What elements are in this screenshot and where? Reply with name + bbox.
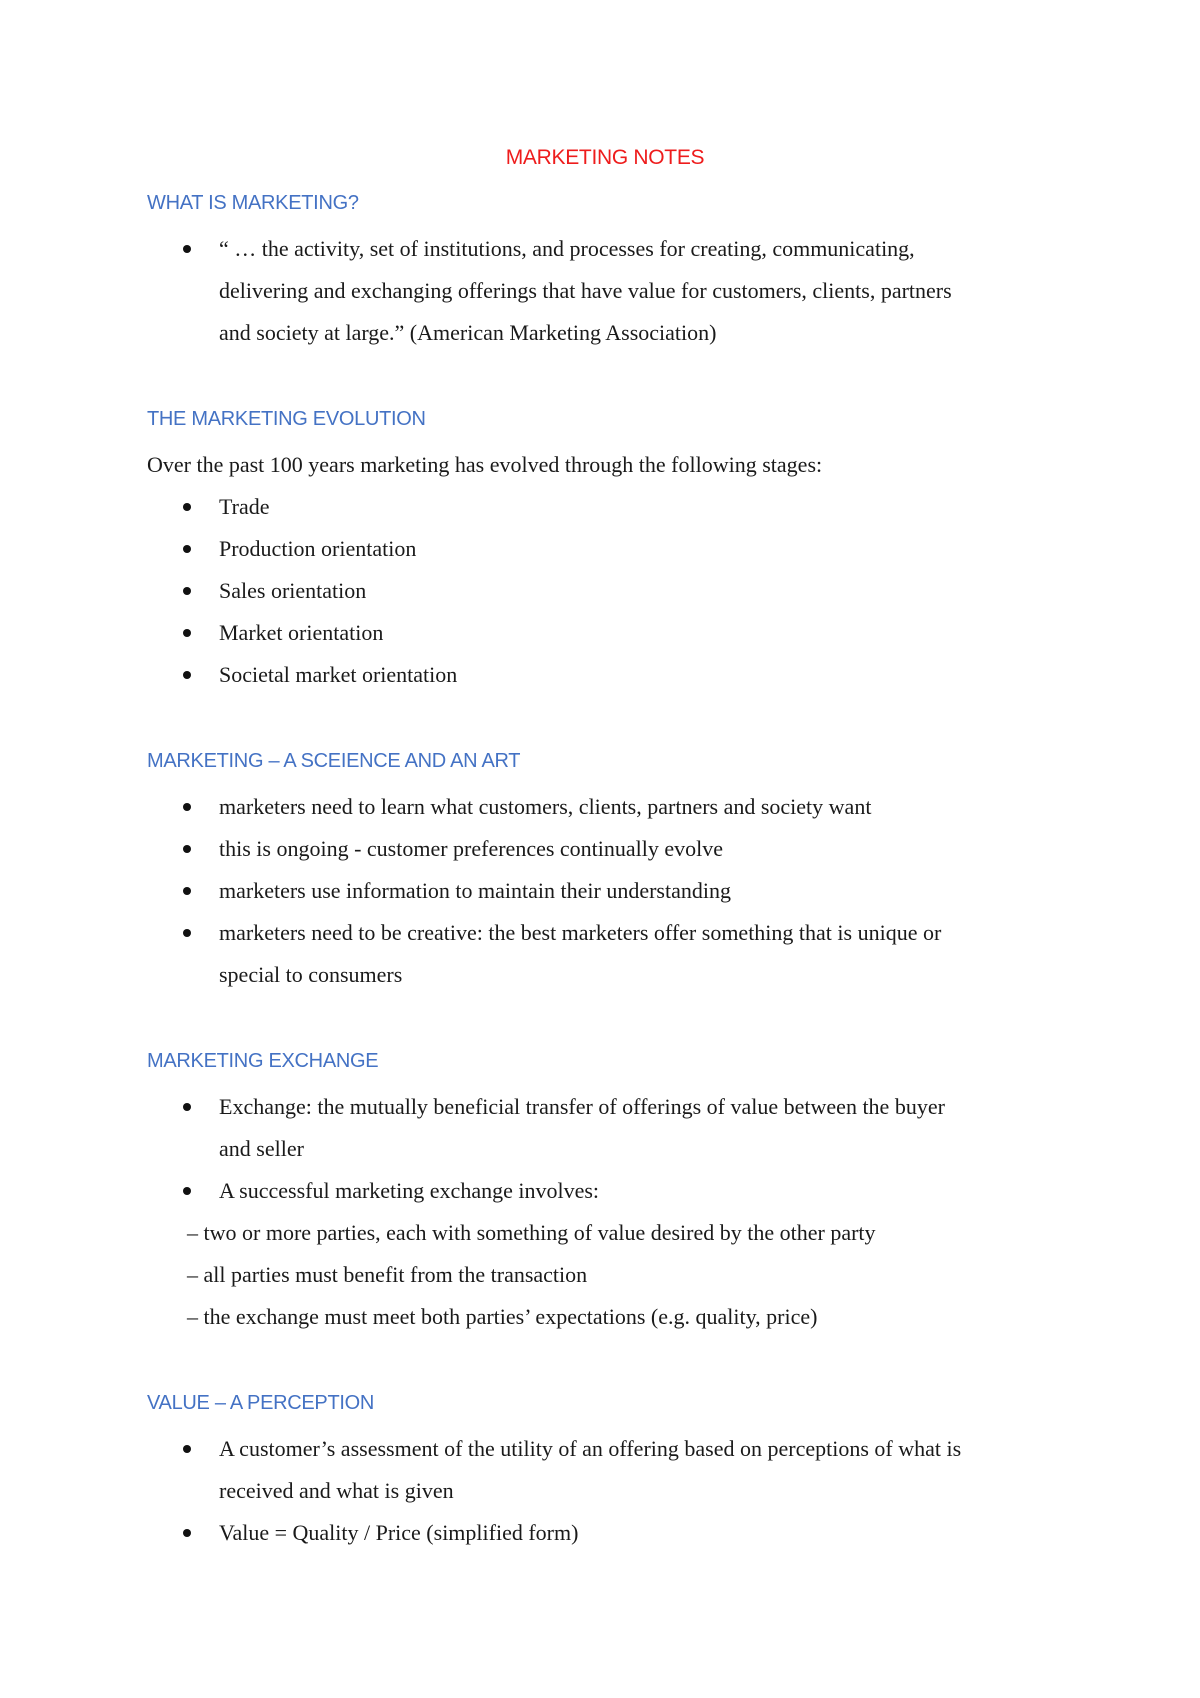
list-item-continuation: delivering and exchanging offerings that have value for customers, clients, partners	[219, 278, 952, 303]
bullet-icon	[183, 503, 191, 511]
list-item-text: A successful marketing exchange involves:	[219, 1178, 600, 1203]
bullet-icon	[183, 803, 191, 811]
heading-what-is-marketing: WHAT IS MARKETING?	[147, 192, 359, 214]
heading-marketing-exchange: MARKETING EXCHANGE	[147, 1050, 379, 1072]
list-item-text: Trade	[219, 494, 270, 519]
evolution-intro: Over the past 100 years marketing has evolved through the following stages:	[147, 452, 823, 477]
list-item-text: Exchange: the mutually beneficial transfer of offerings of value between the buyer	[219, 1094, 945, 1119]
bullet-icon	[183, 845, 191, 853]
bullet-icon	[183, 587, 191, 595]
bullet-icon	[183, 1187, 191, 1195]
dash-item: – all parties must benefit from the transaction	[187, 1262, 588, 1287]
list-item-continuation: received and what is given	[219, 1478, 454, 1503]
list-item-text: A customer’s assessment of the utility of an offering based on perceptions of what is	[219, 1436, 962, 1461]
document-title: MARKETING NOTES	[505, 146, 705, 169]
list-item-text: marketers use information to maintain their understanding	[219, 878, 731, 903]
bullet-icon	[183, 1445, 191, 1453]
bullet-icon	[183, 245, 191, 253]
heading-science-and-art: MARKETING – A SCEIENCE AND AN ART	[147, 750, 521, 772]
list-item-text: marketers need to be creative: the best marketers offer something that is unique or	[219, 920, 942, 945]
list-item-text: Societal market orientation	[219, 662, 458, 687]
bullet-icon	[183, 545, 191, 553]
list-item-text: Sales orientation	[219, 578, 367, 603]
bullet-icon	[183, 887, 191, 895]
list-item-text: Value = Quality / Price (simplified form)	[219, 1520, 579, 1545]
list-item-continuation: and society at large.” (American Marketing Association)	[219, 320, 717, 345]
bullet-icon	[183, 671, 191, 679]
heading-value-perception: VALUE – A PERCEPTION	[147, 1392, 375, 1414]
bullet-icon	[183, 1529, 191, 1537]
list-item-continuation: special to consumers	[219, 962, 403, 987]
bullet-icon	[183, 929, 191, 937]
list-item-text: “ … the activity, set of institutions, and processes for creating, communicating,	[219, 236, 915, 261]
list-item-text: marketers need to learn what customers, clients, partners and society want	[219, 794, 872, 819]
list-item-text: this is ongoing - customer preferences continually evolve	[219, 836, 724, 861]
bullet-icon	[183, 1103, 191, 1111]
list-item-continuation: and seller	[219, 1136, 304, 1161]
heading-marketing-evolution: THE MARKETING EVOLUTION	[147, 408, 426, 430]
dash-item: – two or more parties, each with something of value desired by the other party	[187, 1220, 876, 1245]
bullet-icon	[183, 629, 191, 637]
dash-item: – the exchange must meet both parties’ expectations (e.g. quality, price)	[187, 1304, 818, 1329]
list-item-text: Production orientation	[219, 536, 417, 561]
list-item-text: Market orientation	[219, 620, 384, 645]
